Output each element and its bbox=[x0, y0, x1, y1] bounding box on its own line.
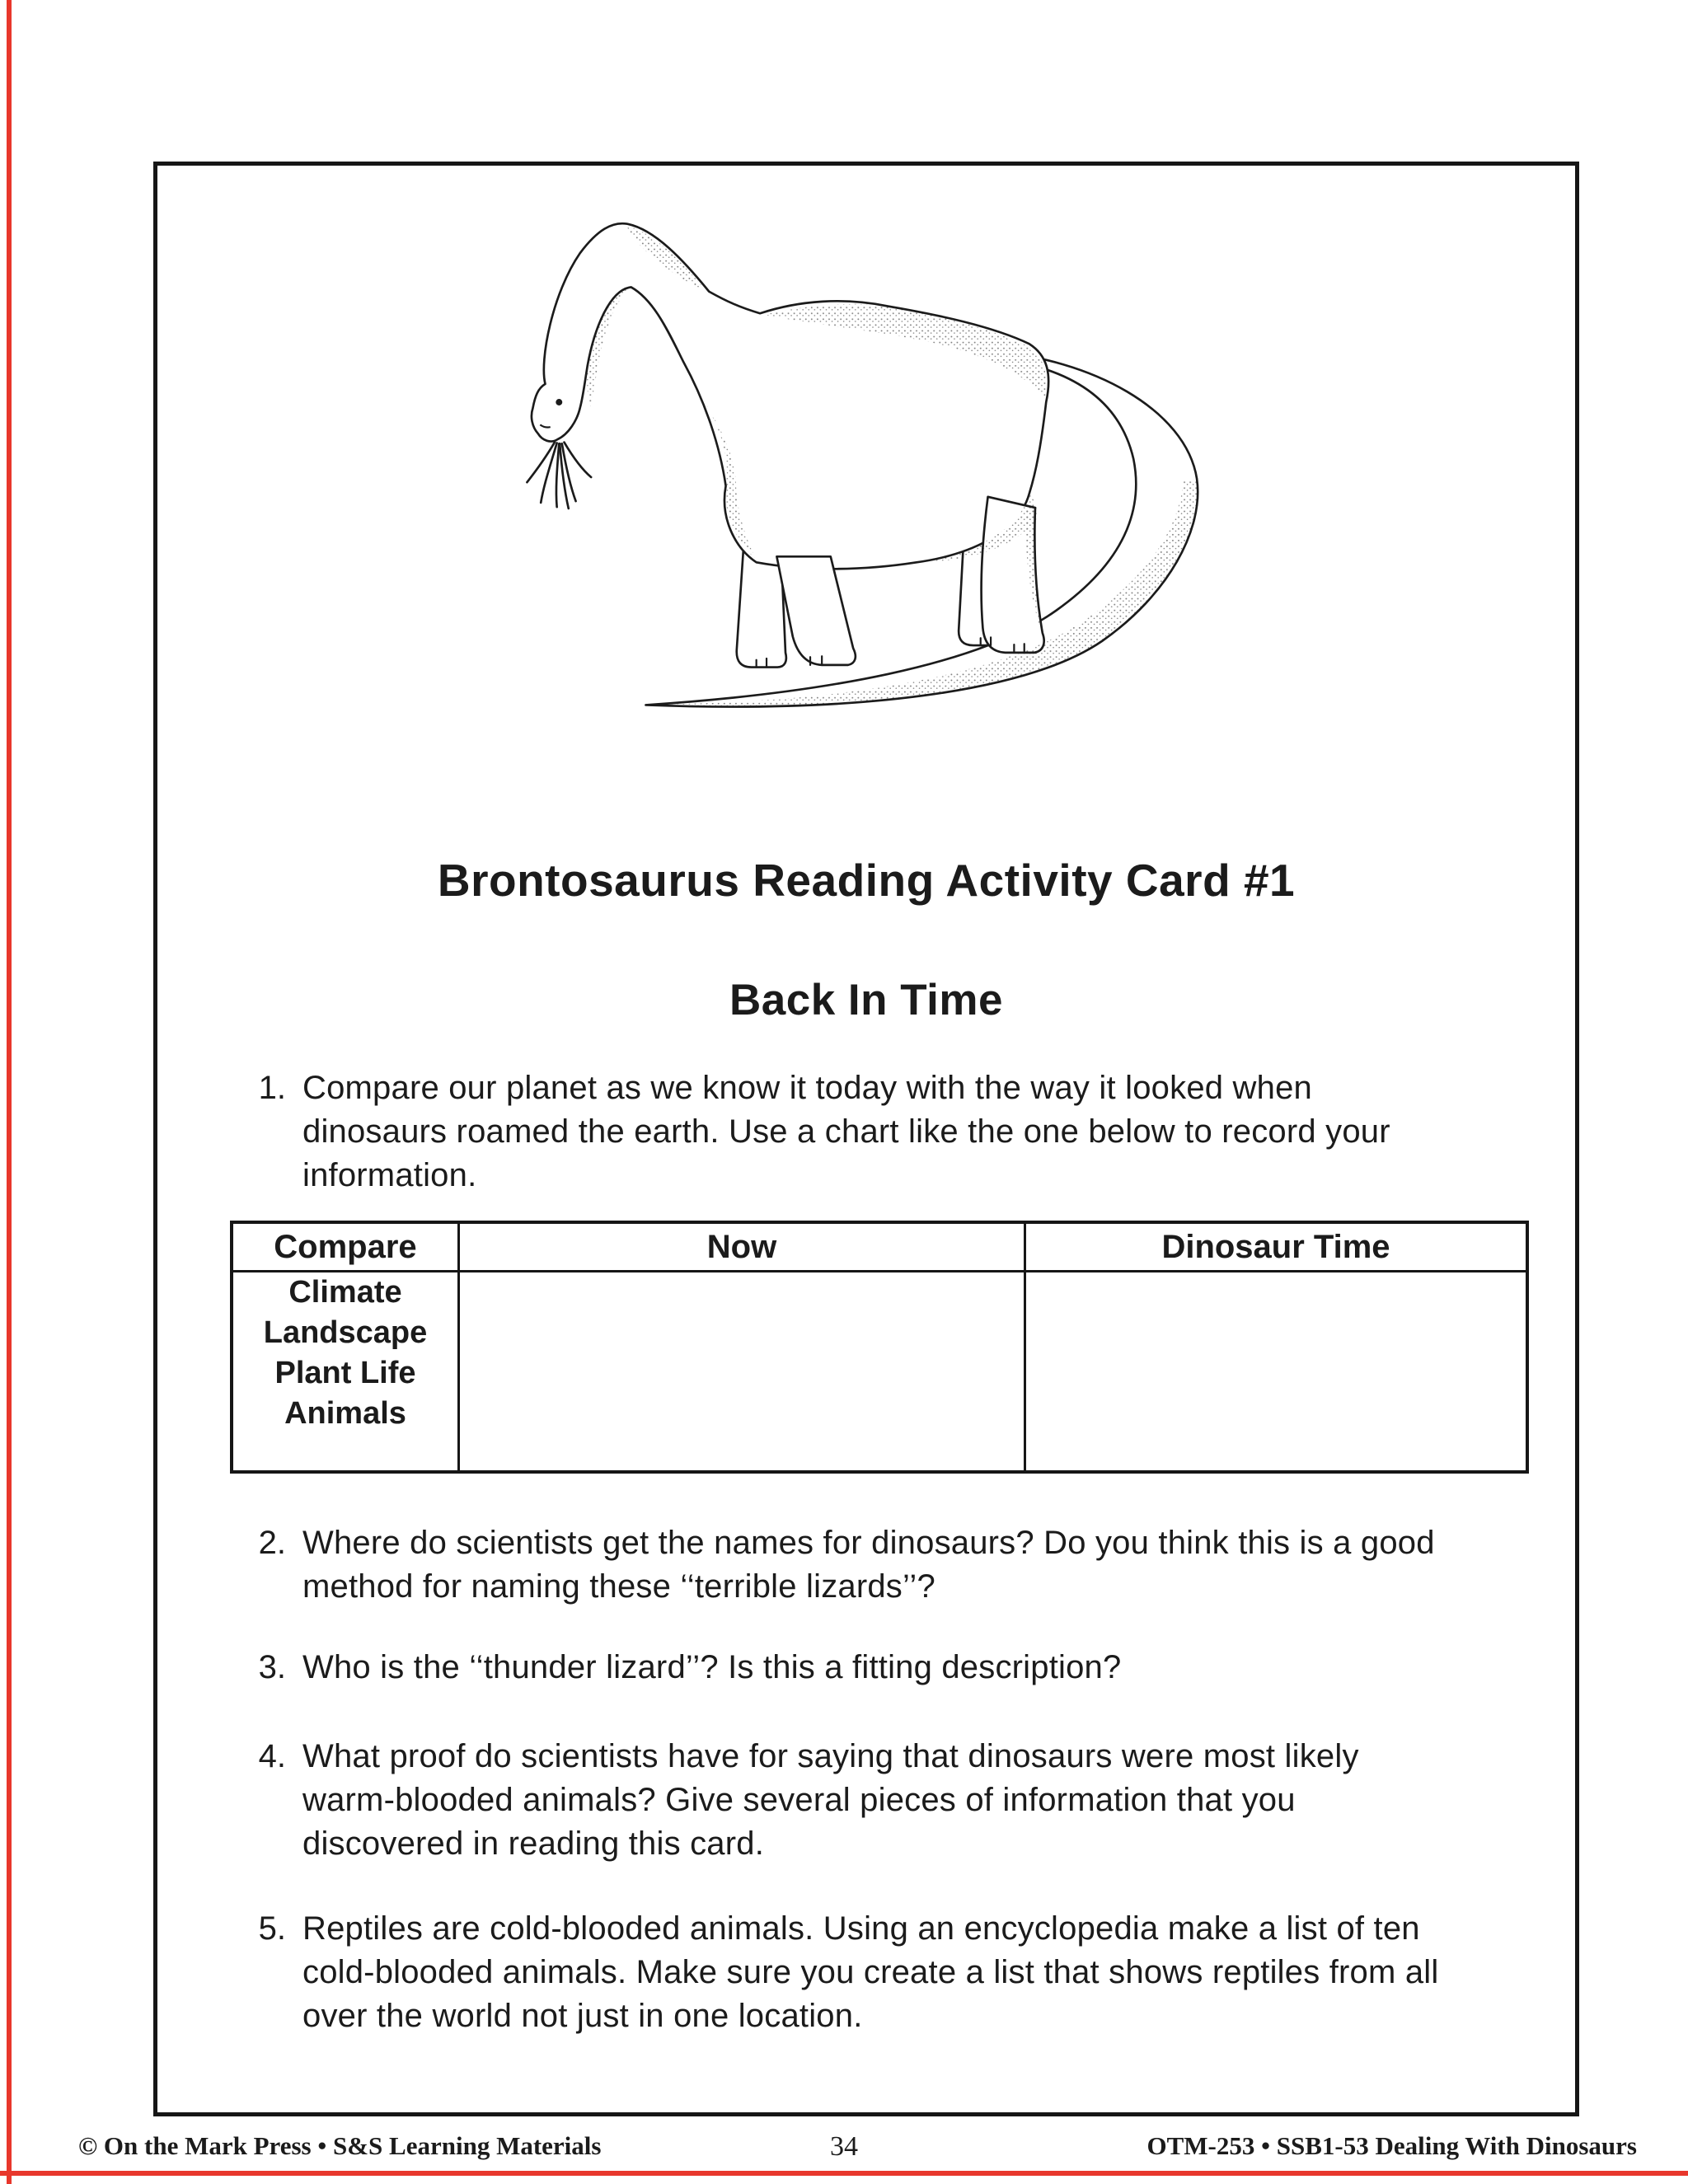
table-header-dinosaur-time: Dinosaur Time bbox=[1025, 1222, 1528, 1272]
card-title: Brontosaurus Reading Activity Card #1 bbox=[437, 855, 1296, 906]
red-margin-line-left bbox=[7, 0, 12, 2184]
question-1-text: Compare our planet as we know it today with the way it looked when dinosaurs roamed the earth. Use a chart like the one below to record your information. bbox=[302, 1070, 1390, 1193]
table-cell-dinosaur-time-blank bbox=[1025, 1272, 1528, 1473]
question-5-text: Reptiles are cold-blooded animals. Using an encyclopedia make a list of ten cold-blooded animals. Make sure you create a list that shows reptiles from all over the world not just in one location. bbox=[302, 1910, 1439, 2034]
question-3 bbox=[240, 1646, 1513, 1690]
row-label-climate: Climate bbox=[288, 1275, 402, 1310]
footer-product-code: OTM-253 • SSB1-53 Dealing With Dinosaurs bbox=[1146, 2131, 1637, 2160]
vegetation-in-mouth bbox=[527, 443, 591, 509]
row-label-animals: Animals bbox=[284, 1396, 406, 1431]
red-margin-line-bottom bbox=[0, 2171, 1688, 2176]
question-list bbox=[240, 1066, 1513, 2038]
question-4 bbox=[240, 1735, 1513, 1866]
question-3-text: Who is the ‘‘thunder lizard’’? Is this a fitting description? bbox=[302, 1649, 1122, 1685]
footer-publisher: © On the Mark Press • S&S Learning Materials bbox=[78, 2131, 602, 2160]
question-2-text: Where do scientists get the names for dinosaurs? Do you think this is a good method for naming these ‘‘terrible lizards’’? bbox=[302, 1525, 1435, 1605]
table-row-labels bbox=[232, 1272, 459, 1473]
card-subtitle: Back In Time bbox=[729, 976, 1003, 1024]
footer-page-number: 34 bbox=[830, 2131, 858, 2162]
question-2-number: 2. bbox=[258, 1525, 286, 1561]
question-4-text: What proof do scientists have for saying that dinosaurs were most likely warm-blooded animals? Give several pieces of information that you discovered in reading this card. bbox=[302, 1738, 1359, 1862]
row-label-plant-life: Plant Life bbox=[274, 1356, 416, 1390]
question-1 bbox=[240, 1066, 1513, 1197]
comparison-table bbox=[230, 1221, 1529, 1474]
question-5-number: 5. bbox=[258, 1910, 286, 1947]
row-label-landscape: Landscape bbox=[263, 1315, 428, 1350]
eye bbox=[556, 399, 562, 405]
question-1-number: 1. bbox=[258, 1070, 286, 1106]
activity-card bbox=[153, 162, 1579, 2116]
near-front-leg bbox=[776, 556, 855, 665]
table-body-row bbox=[232, 1272, 1527, 1473]
question-2 bbox=[240, 1521, 1513, 1609]
table-header-compare: Compare bbox=[232, 1222, 459, 1272]
question-3-number: 3. bbox=[258, 1649, 286, 1685]
body-neck-head bbox=[532, 223, 1048, 569]
table-cell-now-blank bbox=[459, 1272, 1025, 1473]
question-4-number: 4. bbox=[258, 1738, 286, 1774]
brontosaurus-illustration bbox=[368, 184, 1291, 795]
table-header-row bbox=[232, 1222, 1527, 1272]
question-5 bbox=[240, 1907, 1513, 2038]
table-header-now: Now bbox=[459, 1222, 1025, 1272]
